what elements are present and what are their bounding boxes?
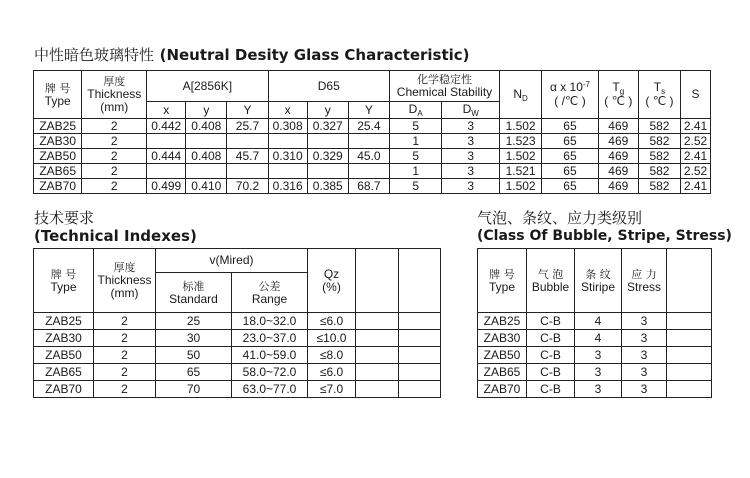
table-row: [34, 330, 441, 347]
class-header-type-cn: 牌 号: [489, 267, 515, 281]
header-ts-sub: s: [661, 87, 666, 96]
cell-nd: 1.521: [500, 164, 542, 179]
cell-dw: 3: [442, 179, 500, 194]
cell-stress: 3: [622, 381, 667, 398]
class-table: [477, 248, 712, 398]
characteristic-table: [33, 70, 711, 194]
cell-qz: ≤7.0: [308, 381, 356, 398]
cell-standard: 25: [156, 313, 232, 330]
header-chem-cn: 化学稳定性: [416, 73, 472, 86]
cell-alpha: 65: [542, 119, 599, 134]
cell-standard: 70: [156, 381, 232, 398]
cell-d65-x: [268, 164, 307, 179]
main-title-en: (Neutral Desity Glass Characteristic): [159, 46, 470, 64]
cell-bubble: C-B: [527, 347, 575, 364]
cell-alpha: 65: [542, 164, 599, 179]
table-row: [478, 330, 712, 347]
cell-a-x: 0.499: [147, 179, 186, 194]
tech-header-blank-1: [356, 249, 399, 313]
cell-standard: 65: [156, 364, 232, 381]
cell-a-Y: 25.7: [227, 119, 268, 134]
cell-type: ZAB25: [478, 313, 527, 330]
tech-header-type-en: Type: [50, 279, 77, 294]
tech-header-thickness-en: Thickness: [97, 273, 152, 287]
cell-type: ZAB70: [34, 381, 94, 398]
table-row: [34, 119, 711, 134]
cell-stripe: 3: [575, 347, 622, 364]
cell-qz: ≤6.0: [308, 364, 356, 381]
header-a-x: x: [147, 102, 186, 119]
tech-header-blank-2: [399, 249, 441, 313]
header-d65: D65: [268, 71, 389, 102]
cell-stripe: 4: [575, 330, 622, 347]
cell-d65-y: [307, 164, 348, 179]
cell-s: 2.41: [681, 179, 711, 194]
cell-d65-Y: 45.0: [348, 149, 389, 164]
cell-dw: 3: [442, 164, 500, 179]
cell-type: ZAB50: [34, 347, 94, 364]
tech-header-qz: [308, 249, 356, 313]
cell-a-x: 0.444: [147, 149, 186, 164]
header-row: [34, 249, 441, 273]
header-dw: [442, 102, 500, 119]
cell-blank: [356, 347, 399, 364]
tech-header-standard: [156, 273, 232, 313]
class-header-stress-en: Stress: [626, 279, 661, 294]
class-header-bubble-en: Bubble: [531, 279, 570, 294]
header-alpha: [542, 71, 599, 119]
class-header-bubble: [527, 249, 575, 313]
cell-dw: 3: [442, 119, 500, 134]
cell-range: 58.0~72.0: [232, 364, 308, 381]
cell-thickness: 2: [82, 164, 147, 179]
cell-s: 2.41: [681, 119, 711, 134]
cell-thickness: 2: [94, 313, 156, 330]
cell-type: ZAB30: [34, 330, 94, 347]
cell-a-Y: 70.2: [227, 179, 268, 194]
tech-title-en: (Technical Indexes): [34, 227, 197, 245]
header-da-label: D: [408, 102, 418, 116]
header-ts-label: T: [653, 80, 662, 94]
header-nd-sub: D: [522, 93, 528, 103]
header-alpha-sup: -7: [582, 80, 591, 89]
tech-header-range-cn: 公差: [258, 279, 281, 293]
cell-ts: 582: [638, 164, 680, 179]
cell-nd: 1.502: [500, 149, 542, 164]
header-thickness-en: Thickness: [87, 87, 142, 101]
table-row: [34, 149, 711, 164]
tech-header-qz-label: Qz: [323, 266, 340, 281]
cell-blank: [667, 347, 712, 364]
cell-type: ZAB65: [478, 364, 527, 381]
header-thickness-cn: 厚度: [103, 75, 126, 88]
cell-da: 5: [389, 119, 441, 134]
tech-header-range: [232, 273, 308, 313]
class-header-type-en: Type: [488, 279, 515, 294]
table-row: [478, 347, 712, 364]
cell-d65-Y: [348, 164, 389, 179]
header-da: [389, 102, 441, 119]
tech-header-v: v(Mired): [156, 249, 308, 273]
header-thickness: [82, 71, 147, 119]
cell-stripe: 3: [575, 364, 622, 381]
class-header-blank: [667, 249, 712, 313]
cell-thickness: 2: [94, 381, 156, 398]
cell-blank: [356, 330, 399, 347]
cell-tg: 469: [598, 134, 638, 149]
header-type: [34, 71, 82, 119]
cell-type: ZAB30: [34, 134, 82, 149]
cell-d65-y: 0.329: [307, 149, 348, 164]
tech-title: [34, 211, 197, 244]
cell-blank: [356, 381, 399, 398]
class-header-stripe-cn: 条 纹: [585, 267, 611, 281]
technical-indexes-table: [33, 248, 441, 398]
cell-a-y: [186, 134, 227, 149]
table-row: [34, 313, 441, 330]
cell-tg: 469: [598, 119, 638, 134]
cell-qz: ≤6.0: [308, 313, 356, 330]
cell-type: ZAB70: [478, 381, 527, 398]
cell-blank: [667, 330, 712, 347]
bubble-title-en: (Class Of Bubble, Stripe, Stress): [477, 228, 732, 244]
header-s: S: [681, 71, 711, 119]
cell-tg: 469: [598, 164, 638, 179]
tech-header-type: [34, 249, 94, 313]
cell-type: ZAB50: [34, 149, 82, 164]
cell-da: 1: [389, 164, 441, 179]
cell-a-Y: 45.7: [227, 149, 268, 164]
tech-title-cn: 技术要求: [34, 209, 95, 227]
tech-header-standard-en: Standard: [169, 291, 218, 306]
cell-range: 63.0~77.0: [232, 381, 308, 398]
class-header-type: [478, 249, 527, 313]
cell-qz: ≤10.0: [308, 330, 356, 347]
cell-stress: 3: [622, 313, 667, 330]
cell-blank: [667, 381, 712, 398]
header-type-en: Type: [44, 93, 71, 108]
cell-range: 23.0~37.0: [232, 330, 308, 347]
header-nd-label: N: [513, 86, 523, 101]
cell-a-x: [147, 134, 186, 149]
cell-type: ZAB50: [478, 347, 527, 364]
table-row: [34, 134, 711, 149]
header-tg-label: T: [612, 80, 620, 94]
cell-d65-y: 0.327: [307, 119, 348, 134]
cell-thickness: 2: [94, 364, 156, 381]
cell-bubble: C-B: [527, 330, 575, 347]
cell-bubble: C-B: [527, 364, 575, 381]
tech-header-thickness-cn: 厚度: [113, 261, 136, 274]
class-header-stress: [622, 249, 667, 313]
cell-thickness: 2: [82, 149, 147, 164]
header-alpha-unit: ( /℃ ): [554, 94, 586, 108]
header-d65-x: x: [268, 102, 307, 119]
header-chemical-stability: [389, 71, 499, 102]
tech-header-range-en: Range: [251, 291, 288, 306]
cell-a-y: 0.410: [186, 179, 227, 194]
cell-d65-x: 0.308: [268, 119, 307, 134]
cell-blank: [667, 364, 712, 381]
cell-bubble: C-B: [527, 381, 575, 398]
cell-a-Y: [227, 134, 268, 149]
cell-standard: 50: [156, 347, 232, 364]
cell-thickness: 2: [94, 330, 156, 347]
cell-thickness: 2: [82, 179, 147, 194]
cell-thickness: 2: [82, 119, 147, 134]
header-type-cn: 牌 号: [44, 81, 71, 95]
cell-blank: [399, 313, 441, 330]
cell-d65-y: 0.385: [307, 179, 348, 194]
cell-da: 1: [389, 134, 441, 149]
tech-header-thickness: [94, 249, 156, 313]
header-dw-label: D: [462, 102, 472, 116]
tech-header-thickness-unit: (mm): [110, 286, 139, 300]
bubble-title: [477, 211, 732, 243]
header-thickness-unit: (mm): [100, 100, 129, 114]
cell-a-y: 0.408: [186, 149, 227, 164]
cell-s: 2.41: [681, 149, 711, 164]
table-row: [478, 313, 712, 330]
header-a2856k: A[2856K]: [147, 71, 268, 102]
cell-da: 5: [389, 179, 441, 194]
cell-ts: 582: [638, 119, 680, 134]
cell-tg: 469: [598, 149, 638, 164]
table-row: [478, 364, 712, 381]
tech-header-type-cn: 牌 号: [50, 267, 77, 281]
cell-type: ZAB65: [34, 364, 94, 381]
cell-d65-x: 0.310: [268, 149, 307, 164]
cell-alpha: 65: [542, 179, 599, 194]
cell-type: ZAB25: [34, 119, 82, 134]
cell-a-x: [147, 164, 186, 179]
header-d65-y: y: [307, 102, 348, 119]
header-ts: [638, 71, 680, 119]
cell-a-x: 0.442: [147, 119, 186, 134]
cell-blank: [356, 313, 399, 330]
table-row: [34, 164, 711, 179]
cell-ts: 582: [638, 149, 680, 164]
cell-blank: [667, 313, 712, 330]
cell-blank: [399, 381, 441, 398]
cell-bubble: C-B: [527, 313, 575, 330]
cell-type: ZAB70: [34, 179, 82, 194]
cell-d65-x: 0.316: [268, 179, 307, 194]
cell-range: 41.0~59.0: [232, 347, 308, 364]
cell-a-y: [186, 164, 227, 179]
cell-da: 5: [389, 149, 441, 164]
header-alpha-label: α x 10: [549, 80, 583, 94]
cell-alpha: 65: [542, 134, 599, 149]
table-row: [34, 179, 711, 194]
cell-thickness: 2: [94, 347, 156, 364]
table-row: [34, 347, 441, 364]
cell-blank: [399, 347, 441, 364]
class-header-bubble-cn: 气 泡: [537, 267, 564, 281]
cell-stress: 3: [622, 364, 667, 381]
header-tg: [598, 71, 638, 119]
cell-standard: 30: [156, 330, 232, 347]
cell-d65-y: [307, 134, 348, 149]
header-tg-unit: ( ℃ ): [604, 94, 633, 108]
header-a-y: y: [186, 102, 227, 119]
cell-nd: 1.502: [500, 119, 542, 134]
cell-type: ZAB25: [34, 313, 94, 330]
header-ts-unit: ( ℃ ): [645, 94, 674, 108]
table-row: [34, 364, 441, 381]
table-row: [34, 381, 441, 398]
header-d65-Y: Y: [348, 102, 389, 119]
cell-s: 2.52: [681, 134, 711, 149]
cell-a-y: 0.408: [186, 119, 227, 134]
cell-ts: 582: [638, 179, 680, 194]
cell-blank: [399, 330, 441, 347]
cell-dw: 3: [442, 134, 500, 149]
header-nd: [500, 71, 542, 119]
cell-stripe: 4: [575, 313, 622, 330]
cell-alpha: 65: [542, 149, 599, 164]
cell-stress: 3: [622, 330, 667, 347]
tech-header-qz-unit: (%): [322, 279, 341, 294]
cell-nd: 1.502: [500, 179, 542, 194]
cell-blank: [399, 364, 441, 381]
header-dw-sub: W: [471, 109, 479, 118]
header-tg-sub: g: [619, 87, 625, 96]
cell-d65-x: [268, 134, 307, 149]
bubble-title-cn: 气泡、条纹、应力类级别: [477, 209, 643, 227]
cell-nd: 1.523: [500, 134, 542, 149]
cell-d65-Y: 25.4: [348, 119, 389, 134]
cell-stress: 3: [622, 347, 667, 364]
cell-stripe: 3: [575, 381, 622, 398]
cell-s: 2.52: [681, 164, 711, 179]
header-da-sub: A: [417, 109, 423, 118]
cell-type: ZAB65: [34, 164, 82, 179]
cell-d65-Y: [348, 134, 389, 149]
cell-range: 18.0~32.0: [232, 313, 308, 330]
class-header-stress-cn: 应 力: [631, 267, 657, 281]
cell-thickness: 2: [82, 134, 147, 149]
header-row: [478, 249, 712, 313]
class-header-stripe: [575, 249, 622, 313]
header-row: [34, 71, 711, 102]
table-row: [478, 381, 712, 398]
main-title-cn: 中性暗色玻璃特性: [34, 46, 155, 64]
cell-blank: [356, 364, 399, 381]
cell-ts: 582: [638, 134, 680, 149]
main-title: [34, 47, 470, 63]
cell-a-Y: [227, 164, 268, 179]
header-a-Y: Y: [227, 102, 268, 119]
header-chem-en: Chemical Stability: [396, 85, 493, 99]
cell-tg: 469: [598, 179, 638, 194]
cell-d65-Y: 68.7: [348, 179, 389, 194]
cell-type: ZAB30: [478, 330, 527, 347]
cell-dw: 3: [442, 149, 500, 164]
cell-qz: ≤8.0: [308, 347, 356, 364]
tech-header-standard-cn: 标准: [182, 279, 205, 293]
class-header-stripe-en: Stiripe: [580, 279, 615, 294]
